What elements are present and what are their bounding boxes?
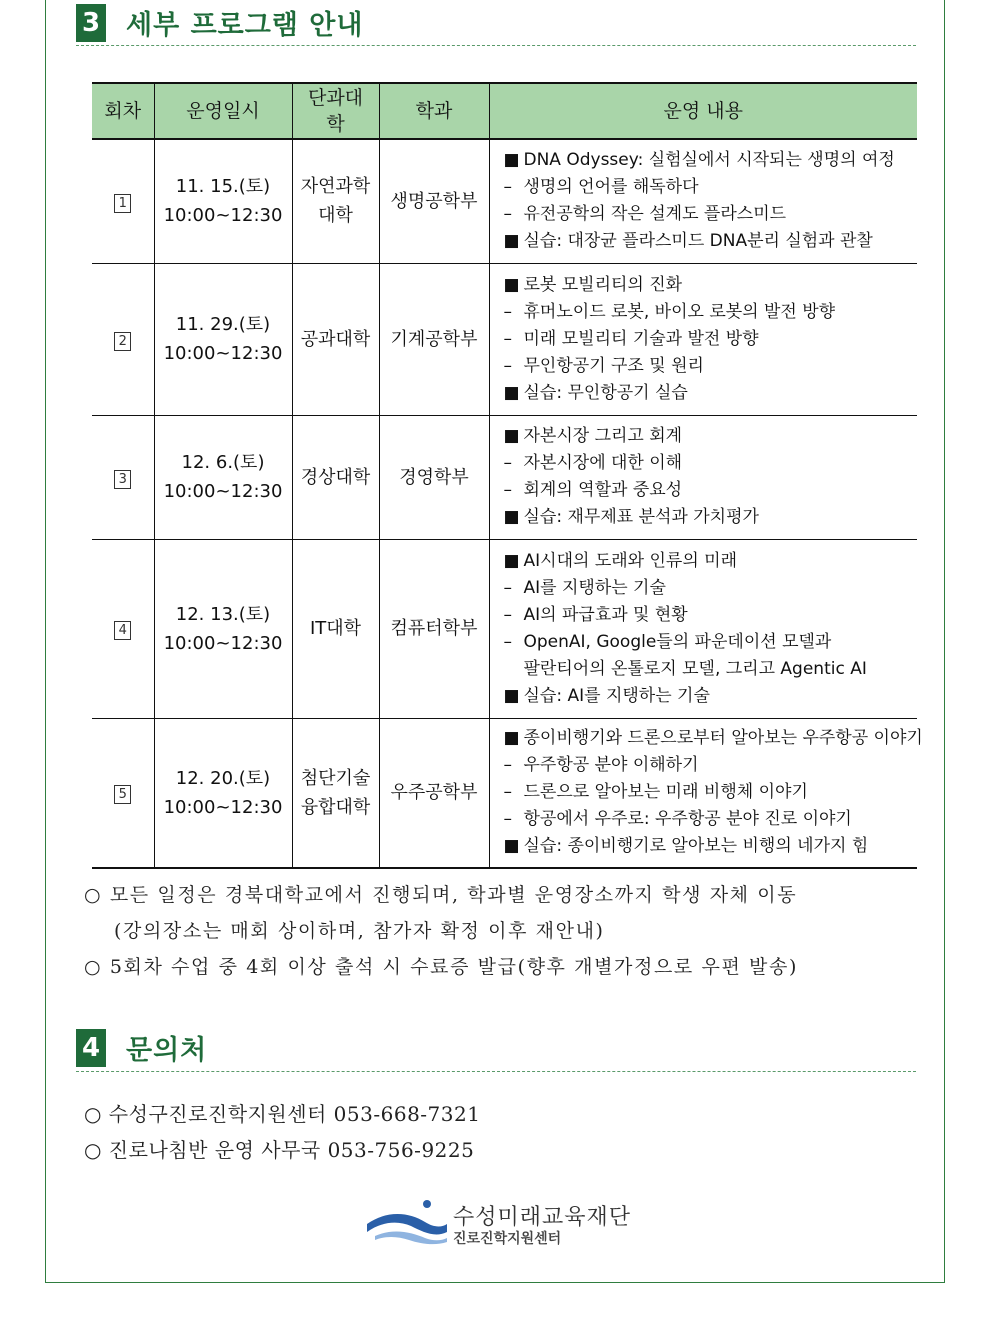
content-line xyxy=(504,299,912,326)
content-line xyxy=(504,477,912,504)
content-cell xyxy=(489,139,917,263)
dept-cell: 기계공학부 xyxy=(379,263,489,415)
section-4-header xyxy=(76,1028,207,1067)
table-row xyxy=(92,263,917,415)
college-name: 첨단기술 xyxy=(300,767,371,789)
bullet-square-icon: ■ xyxy=(503,426,520,446)
content-text: AI시대의 도래와 인류의 미래 xyxy=(523,550,737,571)
session-number-cell xyxy=(92,415,154,539)
college-cell xyxy=(292,718,379,868)
logo-subtitle: 진로진학지원센터 xyxy=(453,1231,562,1247)
session-number-cell xyxy=(92,718,154,868)
table-header-row xyxy=(92,83,917,139)
session-time: 10:00~12:30 xyxy=(163,796,283,818)
content-text: AI를 지탱하는 기술 xyxy=(523,577,666,598)
section-4-divider xyxy=(76,1071,916,1072)
content-line xyxy=(504,629,912,656)
session-time: 10:00~12:30 xyxy=(163,343,283,364)
college-cell xyxy=(292,539,379,718)
session-number: 3 xyxy=(114,470,131,489)
content-text: 회계의 역할과 중요성 xyxy=(523,480,683,500)
content-text: 자본시장에 대한 이해 xyxy=(523,453,683,473)
header-dept: 학과 xyxy=(379,83,489,139)
session-time: 10:00~12:30 xyxy=(163,632,283,654)
content-line xyxy=(504,228,912,255)
content-cell xyxy=(489,718,923,868)
content-cell xyxy=(489,263,917,415)
college-cell xyxy=(292,139,379,263)
college-cell xyxy=(292,415,379,539)
content-line xyxy=(504,806,912,833)
content-text: 종이비행기와 드론으로부터 알아보는 우주항공 이야기 xyxy=(523,728,923,749)
session-number-cell xyxy=(92,139,154,263)
content-line xyxy=(504,201,912,228)
dash-marker: – xyxy=(503,453,512,473)
logo-emblem-icon xyxy=(365,1196,451,1248)
section-3-number: 3 xyxy=(76,4,106,42)
content-text: 휴머노이드 로봇, 바이오 로봇의 발전 방향 xyxy=(523,301,836,322)
bullet-square-icon: ■ xyxy=(503,728,520,749)
content-text: 우주항공 분야 이해하기 xyxy=(523,755,699,776)
dash-marker: – xyxy=(503,631,512,652)
session-number: 1 xyxy=(114,194,131,213)
content-line xyxy=(504,174,912,201)
datetime-cell xyxy=(154,415,292,539)
content-text: 자본시장 그리고 회계 xyxy=(523,426,683,446)
table-row xyxy=(92,539,917,718)
foundation-logo xyxy=(365,1196,635,1252)
dash-marker: – xyxy=(503,204,512,225)
content-line xyxy=(504,353,912,380)
content-cell xyxy=(489,415,917,539)
content-line xyxy=(504,272,912,299)
content-line xyxy=(504,147,912,174)
content-text: 생명의 언어를 해독하다 xyxy=(523,177,699,198)
section-3-title: 세부 프로그램 안내 xyxy=(126,10,364,41)
datetime-cell xyxy=(154,539,292,718)
datetime-cell xyxy=(154,263,292,415)
session-date: 11. 15.(토) xyxy=(175,176,271,198)
dept-cell: 컴퓨터학부 xyxy=(379,539,489,718)
content-line xyxy=(504,380,912,407)
content-text: 유전공학의 작은 설계도 플라스미드 xyxy=(523,204,787,225)
session-number: 5 xyxy=(114,785,131,804)
bullet-square-icon: ■ xyxy=(503,150,520,171)
session-number-cell xyxy=(92,263,154,415)
dash-marker: – xyxy=(503,480,512,500)
content-line xyxy=(504,656,912,683)
session-date: 12. 13.(토) xyxy=(175,603,271,625)
dash-marker: – xyxy=(503,604,512,625)
contact-line-2: ○ 진로나침반 운영 사무국 053-756-9225 xyxy=(84,1138,475,1162)
dash-marker: – xyxy=(503,328,512,349)
content-line xyxy=(504,326,912,353)
bullet-square-icon: ■ xyxy=(503,274,520,295)
content-line xyxy=(504,779,912,806)
content-text: 실습: 재무제표 분석과 가치평가 xyxy=(523,507,759,527)
dash-marker: – xyxy=(503,301,512,322)
section-3-header xyxy=(76,3,363,42)
header-content: 운영 내용 xyxy=(489,83,917,139)
content-text: 미래 모빌리티 기술과 발전 방향 xyxy=(523,328,759,349)
college-name: 대학 xyxy=(318,205,353,227)
content-line xyxy=(504,548,912,575)
college-name: 공과대학 xyxy=(300,328,371,350)
dash-marker: – xyxy=(503,782,512,803)
notes-block xyxy=(84,880,798,988)
section-4-title: 문의처 xyxy=(126,1035,208,1066)
datetime-cell xyxy=(154,718,292,868)
content-line xyxy=(504,423,912,450)
section-3-divider xyxy=(76,45,916,46)
content-line xyxy=(503,725,923,752)
content-cell xyxy=(489,539,917,718)
session-date: 12. 6.(토) xyxy=(181,452,265,473)
note-line-1: ○ 모든 일정은 경북대학교에서 진행되며, 학과별 운영장소까지 학생 자체 이동 xyxy=(84,884,798,906)
college-name: 융합대학 xyxy=(300,796,371,818)
dash-marker: – xyxy=(503,755,512,776)
session-number: 2 xyxy=(114,332,131,351)
content-line xyxy=(504,683,912,710)
dash-marker: – xyxy=(503,577,512,598)
college-name: 경상대학 xyxy=(300,466,371,488)
content-text: 무인항공기 구조 및 원리 xyxy=(523,355,704,376)
session-date: 12. 20.(토) xyxy=(175,767,271,789)
content-text: 실습: AI를 지탱하는 기술 xyxy=(523,685,710,706)
note-line-2: (강의장소는 매회 상이하며, 참가자 확정 이후 재안내) xyxy=(114,920,605,942)
content-text: AI의 파급효과 및 현황 xyxy=(523,604,688,625)
content-line xyxy=(504,752,912,779)
bullet-square-icon: ■ xyxy=(503,550,520,571)
dept-cell: 경영학부 xyxy=(379,415,489,539)
content-line xyxy=(504,504,912,531)
bullet-square-icon: ■ xyxy=(503,507,520,527)
bullet-square-icon: ■ xyxy=(503,231,520,252)
content-text: DNA Odyssey: 실험실에서 시작되는 생명의 여정 xyxy=(523,150,895,171)
section-4-number: 4 xyxy=(76,1029,106,1067)
content-text: 실습: 무인항공기 실습 xyxy=(523,382,688,403)
table-row xyxy=(92,139,917,263)
header-college xyxy=(292,83,379,139)
dept-cell: 생명공학부 xyxy=(379,139,489,263)
content-line xyxy=(504,602,912,629)
content-line xyxy=(504,833,912,860)
table-row xyxy=(92,415,917,539)
session-number: 4 xyxy=(114,621,131,640)
content-text: 팔란티어의 온톨로지 모델, 그리고 Agentic AI xyxy=(523,658,867,679)
datetime-cell xyxy=(154,139,292,263)
contact-block xyxy=(84,1098,480,1170)
contact-line-1: ○ 수성구진로진학지원센터 053-668-7321 xyxy=(84,1102,481,1126)
content-text: 실습: 종이비행기로 알아보는 비행의 네가지 힘 xyxy=(523,836,869,857)
dash-marker: – xyxy=(503,355,512,376)
session-time: 10:00~12:30 xyxy=(163,481,283,502)
session-date: 11. 29.(토) xyxy=(175,314,271,335)
college-name: 자연과학 xyxy=(300,176,371,198)
content-text: 항공에서 우주로: 우주항공 분야 진로 이야기 xyxy=(523,809,852,830)
college-name: IT대학 xyxy=(309,618,362,639)
header-college-text: 단과대학 xyxy=(307,87,364,135)
content-text: 실습: 대장균 플라스미드 DNA분리 실험과 관찰 xyxy=(523,231,873,252)
dash-marker: – xyxy=(503,177,512,198)
session-number-cell xyxy=(92,539,154,718)
logo-name: 수성미래교육재단 xyxy=(453,1205,632,1230)
bullet-square-icon: ■ xyxy=(503,685,520,706)
session-time: 10:00~12:30 xyxy=(163,205,283,227)
dept-cell: 우주공학부 xyxy=(379,718,489,868)
college-cell xyxy=(292,263,379,415)
content-line xyxy=(504,575,912,602)
content-text: OpenAI, Google들의 파운데이션 모델과 xyxy=(523,631,832,652)
bullet-square-icon: ■ xyxy=(503,382,520,403)
program-table xyxy=(92,82,923,869)
dash-marker: – xyxy=(503,809,512,830)
header-session: 회차 xyxy=(92,83,154,139)
table-row xyxy=(92,718,917,868)
bullet-square-icon: ■ xyxy=(503,836,520,857)
content-text: 로봇 모빌리티의 진화 xyxy=(523,274,683,295)
content-text: 드론으로 알아보는 미래 비행체 이야기 xyxy=(523,782,808,803)
note-line-3: ○ 5회차 수업 중 4회 이상 출석 시 수료증 발급(향후 개별가정으로 우편 발송) xyxy=(84,956,798,978)
content-line xyxy=(504,450,912,477)
header-datetime: 운영일시 xyxy=(154,83,292,139)
